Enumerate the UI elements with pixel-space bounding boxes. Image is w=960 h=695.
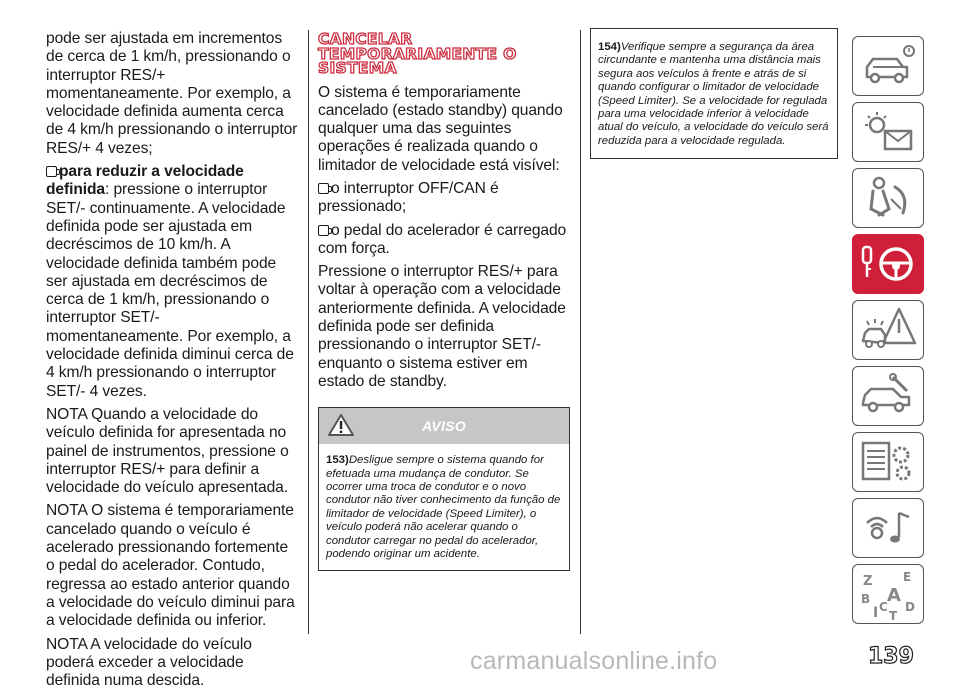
warning-header <box>319 408 569 444</box>
index-letter: A <box>887 585 901 606</box>
index-letter: D <box>905 600 915 614</box>
index-letter: E <box>903 570 912 584</box>
index-letter: B <box>861 592 871 606</box>
emergency-icon <box>853 301 923 359</box>
column-divider <box>308 30 309 634</box>
tab-index[interactable] <box>852 564 924 624</box>
note-paragraph: NOTA A velocidade do veículo poderá exceder a velocidade definida numa descida. <box>46 635 252 690</box>
safety-icon <box>853 169 923 227</box>
paragraph: Pressione o interruptor RES/+ para voltar à operação com a velocidade anteriormente definida. A velocidade definida pode ser definida pressionando o interruptor SET/- enquanto o sistema estiver em estado de standby. <box>318 263 566 390</box>
index-letter: Z <box>863 574 873 589</box>
tab-driving[interactable] <box>852 234 924 294</box>
bullet-item <box>318 180 570 217</box>
paragraph: O sistema é temporariamente cancelado (estado standby) quando qualquer uma das seguintes operações é realizada quando o limitador de velocidade está visível: <box>318 83 563 174</box>
index-letter: C <box>879 600 888 614</box>
note-text: Verifique sempre a segurança da área circundante e mantenha uma distância mais segura aos veículos à frente e atrás de si quando configurar o limitador de velocidade (Speed Limiter). Se a velocidade for regulada para uma velocidade inferior à velocidade atual do veículo, a velocidade do veículo será reduzida para a velocidade regulada. <box>598 41 829 147</box>
section-heading: CANCELAR TEMPORARIAMENTE O SISTEMA <box>318 30 517 77</box>
column-1 <box>46 30 298 695</box>
multimedia-icon <box>853 499 923 557</box>
index-letter: T <box>889 609 898 623</box>
warning-note <box>326 454 562 561</box>
tab-maintenance[interactable] <box>852 366 924 426</box>
car-icon <box>853 37 923 95</box>
column-3 <box>590 30 838 159</box>
warning-triangle-icon <box>327 412 355 438</box>
driving-icon <box>853 235 923 293</box>
bullet-icon <box>318 183 329 194</box>
warning-lights-icon <box>853 103 923 161</box>
paragraph-text: : pressione o interruptor SET/- continuamente. A velocidade definida pode ser ajustada em decréscimos de 10 km/h. A velocidade definida também pode ser ajustada em decréscimos de cerca de 1 km/h, pressionando o interruptor SET/- momentaneamente. Por exemplo, a velocidade definida diminui cerca de 4 km/h pressionando o interruptor SET/- 4 vezes. <box>46 181 294 400</box>
tab-multimedia[interactable] <box>852 498 924 558</box>
tab-technical-data[interactable] <box>852 432 924 492</box>
index-letter: I <box>873 605 879 621</box>
warning-title: AVISO <box>421 418 467 435</box>
warning-box <box>318 407 570 570</box>
warning-note-box <box>590 28 838 159</box>
note-paragraph: NOTA Quando a velocidade do veículo definida for apresentada no painel de instrumentos, pressione o interruptor RES/+ para definir a velocidade do veículo apresentada. <box>46 405 289 497</box>
paragraph: pode ser ajustada em incrementos de cerca de 1 km/h, pressionando o interruptor RES/+ momentaneamente. Por exemplo, a velocidade definida aumenta cerca de 4 km/h pressionando o interruptor RES/+ 4 vezes; <box>46 30 298 157</box>
warning-body <box>319 444 569 569</box>
bullet-icon <box>318 225 329 236</box>
warning-note <box>598 41 830 148</box>
bullet-icon <box>46 166 57 177</box>
note-number: 154) <box>598 41 621 53</box>
bullet-paragraph <box>46 163 298 401</box>
note-paragraph: NOTA O sistema é temporariamente cancelado quando o veículo é acelerado pressionando fortemente o pedal do acelerador. Contudo, regressa ao estado anterior quando a velocidade do veículo diminui para a velocidade definida ou inferior. <box>46 502 295 630</box>
maintenance-icon <box>853 367 923 425</box>
tab-warning-lights[interactable] <box>852 102 924 162</box>
index-icon <box>853 565 923 623</box>
bold-label: para reduzir a velocidade definida <box>46 163 244 199</box>
column-divider <box>580 30 581 634</box>
bullet-text: o interruptor OFF/CAN é pressionado; <box>318 179 499 216</box>
chapter-sidebar <box>852 36 928 630</box>
technical-data-icon <box>853 433 923 491</box>
note-text: Desligue sempre o sistema quando for efetuada uma mudança de condutor. Se ocorrer uma troca de condutor e o novo condutor não tiver conhecimento da função de limitador de velocidade (Speed Limiter), o veículo poderá não acelerar quando o condutor carregar no pedal do acelerador, podendo originar um acidente. <box>326 454 561 561</box>
tab-car[interactable] <box>852 36 924 96</box>
bullet-item <box>318 222 570 259</box>
column-2 <box>318 30 570 571</box>
tab-emergency[interactable] <box>852 300 924 360</box>
tab-safety[interactable] <box>852 168 924 228</box>
watermark: carmanualsonline.info <box>470 647 718 675</box>
note-number: 153) <box>326 454 349 467</box>
bullet-text: o pedal do acelerador é carregado com força. <box>318 221 567 257</box>
page-number: 139 <box>868 644 914 669</box>
